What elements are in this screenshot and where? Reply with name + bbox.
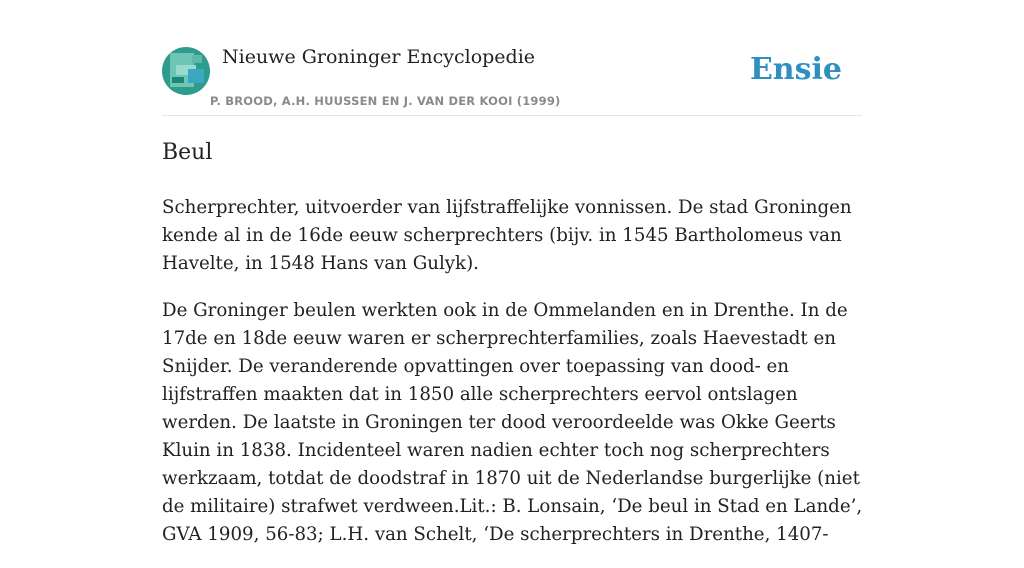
entry-body [162,194,864,568]
paragraph: De Groninger beulen werkten ook in de Ommelanden en in Drenthe. In de 17de en 18de eeuw waren er scherprechterfamilies, zoals Haevestadt en Snijder. De veranderende opvattingen over toepassing van dood- en lijfstraffen maakten dat in 1850 alle scherprechters eervol ontslagen werden. De laatste in Groningen ter dood veroordeelde was Okke Geerts Kluin in 1838. Incidenteel waren nadien echter toch nog scherprechters werkzaam, totdat de doodstraf in 1870 uit de Nederlandse burgerlijke (niet de militaire) strafwet verdween.Lit.: B. Lonsain, ‘De beul in Stad en Lande’, GVA 1909, 56-83; L.H. van Schelt, ‘De scherprechters in Drenthe, 1407- [162,300,863,545]
book-title[interactable]: Nieuwe Groninger Encyclopedie [222,46,536,68]
entry-title: Beul [162,140,213,165]
brand-logo[interactable]: Ensie [749,52,842,87]
book-header [162,46,862,116]
book-authors: P. BROOD, A.H. HUUSSEN EN J. VAN DER KOOI (1999) [210,94,561,108]
book-cover-icon[interactable] [162,47,210,95]
paragraph: Scherprechter, uitvoerder van lijfstraffelijke vonnissen. De stad Groningen kende al in de 16de eeuw scherprechters (bijv. in 1545 Bartholomeus van Havelte, in 1548 Hans van Gulyk). [162,197,852,274]
